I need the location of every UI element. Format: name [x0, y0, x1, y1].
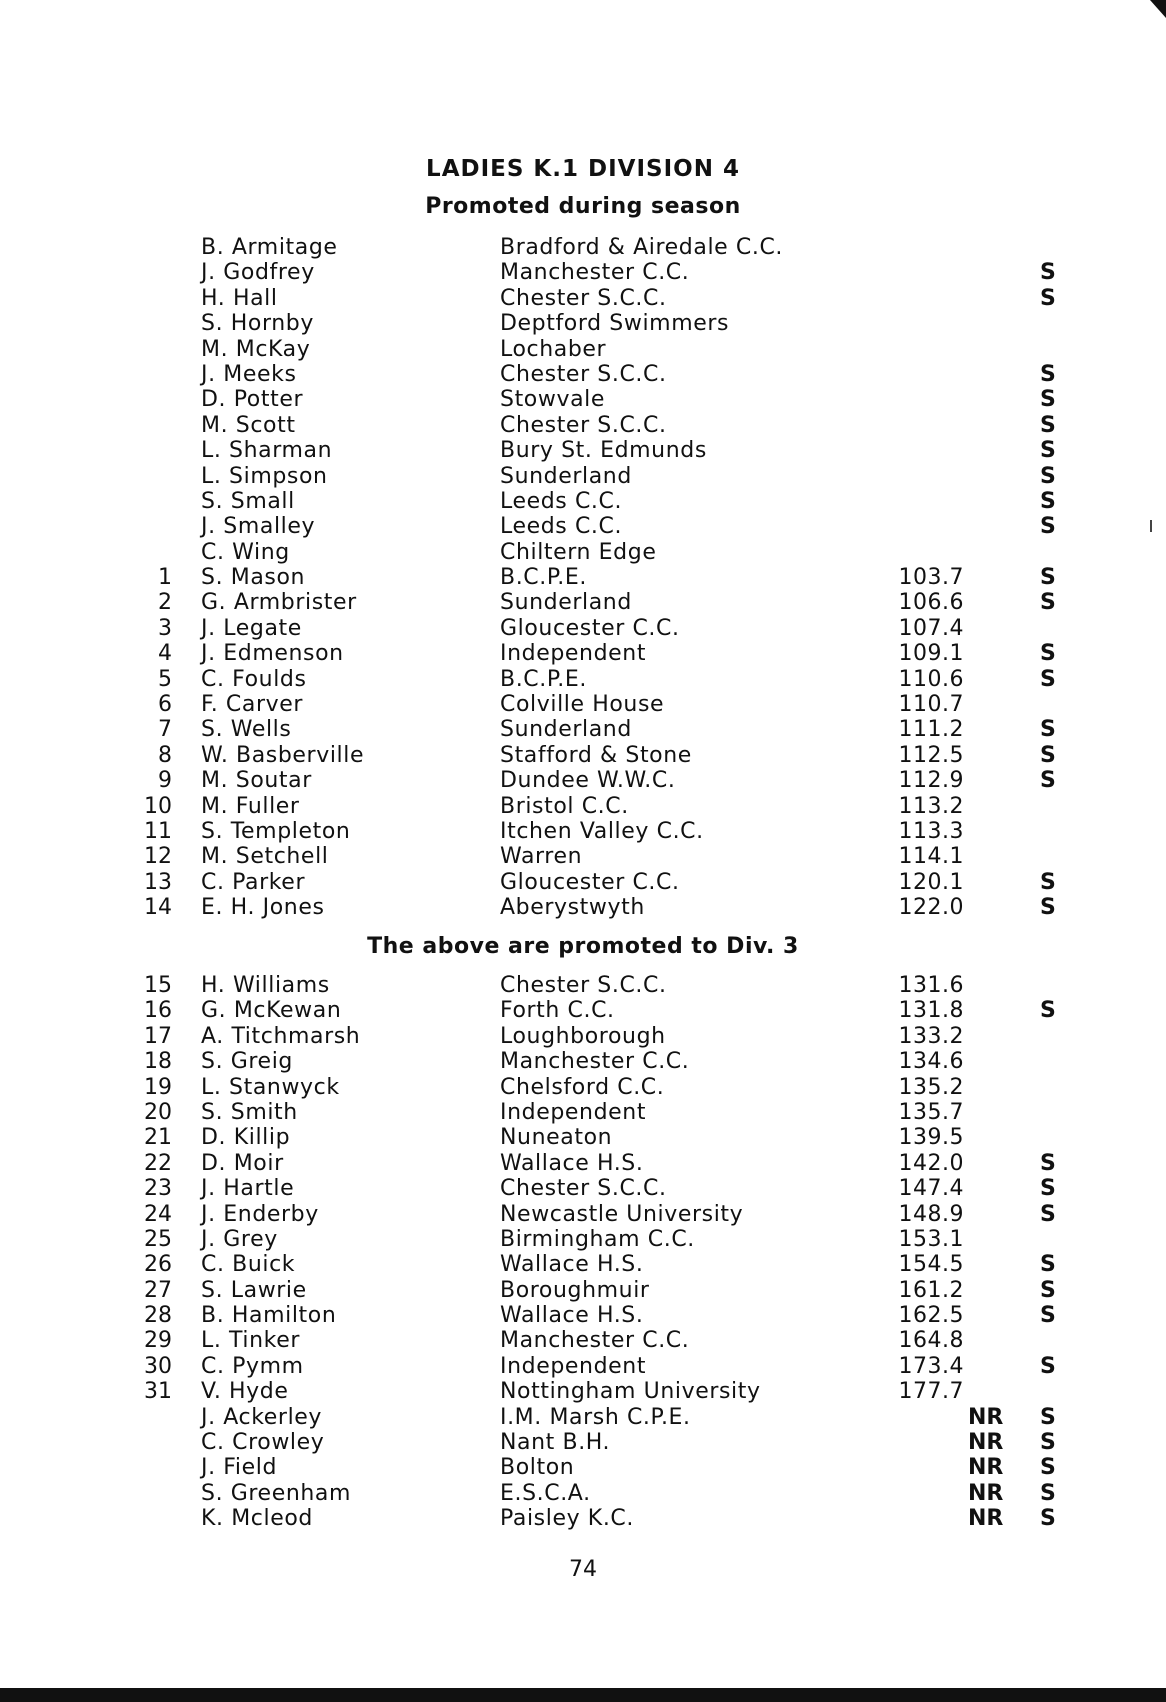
result-name: J. Enderby: [201, 1201, 319, 1227]
result-s-mark: S: [1040, 565, 1056, 591]
result-club: E.S.C.A.: [500, 1480, 591, 1506]
result-time: 103.7: [898, 565, 964, 591]
result-time: 148.9: [898, 1201, 964, 1227]
result-row: [0, 1075, 1166, 1100]
result-s-mark: S: [1040, 742, 1056, 768]
result-name: F. Carver: [201, 692, 303, 718]
result-row: [0, 870, 1166, 895]
result-name: E. H. Jones: [201, 895, 325, 921]
result-row: [0, 844, 1166, 869]
result-row: [0, 1100, 1166, 1125]
result-time: 177.7: [898, 1379, 964, 1405]
result-name: L. Tinker: [201, 1328, 300, 1354]
result-club: Chester S.C.C.: [500, 412, 667, 438]
result-row: [0, 794, 1166, 819]
result-club: Dundee W.W.C.: [500, 768, 676, 794]
promoted-results-list: [0, 235, 1166, 921]
result-name: M. Fuller: [201, 793, 300, 819]
result-s-mark: S: [1040, 438, 1056, 464]
result-time: 109.1: [898, 641, 964, 667]
page-number: 74: [569, 1557, 597, 1582]
result-club: B.C.P.E.: [500, 666, 587, 692]
result-s-mark: S: [1040, 895, 1056, 921]
result-club: Nant B.H.: [500, 1430, 611, 1456]
result-time: 110.7: [898, 692, 964, 718]
result-name: M. Soutar: [201, 768, 312, 794]
page-title: LADIES K.1 DIVISION 4: [426, 156, 740, 182]
result-name: S. Small: [201, 488, 295, 514]
result-rank: 31: [144, 1379, 172, 1405]
result-name: J. Smalley: [201, 514, 316, 540]
result-name: J. Legate: [201, 615, 302, 641]
result-club: Sunderland: [500, 463, 632, 489]
result-name: G. McKewan: [201, 998, 342, 1024]
result-s-mark: S: [1040, 387, 1056, 413]
result-club: Manchester C.C.: [500, 1049, 690, 1075]
result-row: [0, 743, 1166, 768]
result-club: Bury St. Edmunds: [500, 438, 707, 464]
result-club: Stowvale: [500, 387, 605, 413]
result-name: H. Hall: [201, 285, 278, 311]
result-time: 153.1: [898, 1226, 964, 1252]
result-name: J. Ackerley: [201, 1404, 323, 1430]
result-rank: 6: [158, 692, 172, 718]
result-name: L. Simpson: [201, 463, 328, 489]
corner-mark: [1150, 0, 1166, 18]
result-time: 147.4: [898, 1176, 964, 1202]
result-row: [0, 362, 1166, 387]
result-rank: 20: [144, 1099, 172, 1125]
result-club: Lochaber: [500, 336, 607, 362]
result-row: [0, 1227, 1166, 1252]
result-name: G. Armbrister: [201, 590, 357, 616]
result-name: A. Titchmarsh: [201, 1023, 361, 1049]
result-time: 164.8: [898, 1328, 964, 1354]
result-s-mark: S: [1040, 1277, 1056, 1303]
result-row: [0, 235, 1166, 260]
result-s-mark: S: [1040, 998, 1056, 1024]
result-row: [0, 1125, 1166, 1150]
result-row: [0, 1379, 1166, 1404]
result-s-mark: S: [1040, 641, 1056, 667]
result-rank: 12: [144, 844, 172, 870]
result-nr-mark: NR: [968, 1480, 1004, 1506]
result-club: Sunderland: [500, 590, 632, 616]
result-name: V. Hyde: [201, 1379, 289, 1405]
result-name: D. Potter: [201, 387, 304, 413]
result-time: 110.6: [898, 666, 964, 692]
result-name: K. Mcleod: [201, 1506, 313, 1532]
result-club: Bradford & Airedale C.C.: [500, 235, 784, 260]
result-s-mark: S: [1040, 1430, 1056, 1456]
result-row: [0, 1455, 1166, 1480]
result-club: Wallace H.S.: [500, 1150, 644, 1176]
result-row: [0, 540, 1166, 565]
result-name: J. Field: [201, 1455, 278, 1481]
result-row: [0, 489, 1166, 514]
result-s-mark: S: [1040, 260, 1056, 286]
result-time: 111.2: [898, 717, 964, 743]
scan-bottom-edge: [0, 1688, 1166, 1702]
result-name: D. Killip: [201, 1125, 291, 1151]
result-s-mark: S: [1040, 514, 1056, 540]
result-club: Warren: [500, 844, 583, 870]
result-row: [0, 464, 1166, 489]
result-nr-mark: NR: [968, 1404, 1004, 1430]
result-club: Leeds C.C.: [500, 514, 623, 540]
result-time: 122.0: [898, 895, 964, 921]
result-s-mark: S: [1040, 1480, 1056, 1506]
result-nr-mark: NR: [968, 1455, 1004, 1481]
result-time: 112.9: [898, 768, 964, 794]
result-name: J. Grey: [201, 1226, 278, 1252]
result-row: [0, 438, 1166, 463]
result-row: [0, 260, 1166, 285]
result-row: [0, 1481, 1166, 1506]
result-club: Deptford Swimmers: [500, 311, 730, 337]
result-rank: 10: [144, 793, 172, 819]
result-name: S. Hornby: [201, 311, 314, 337]
result-name: B. Hamilton: [201, 1303, 337, 1329]
result-club: Manchester C.C.: [500, 260, 690, 286]
result-club: Independent: [500, 641, 647, 667]
result-row: [0, 590, 1166, 615]
result-name: J. Hartle: [201, 1176, 295, 1202]
result-row: [0, 1405, 1166, 1430]
result-s-mark: S: [1040, 768, 1056, 794]
result-rank: 1: [158, 565, 172, 591]
result-name: S. Greenham: [201, 1480, 352, 1506]
result-row: [0, 895, 1166, 920]
result-row: [0, 514, 1166, 539]
result-club: Chester S.C.C.: [500, 1176, 667, 1202]
result-name: B. Armitage: [201, 235, 338, 260]
result-time: 142.0: [898, 1150, 964, 1176]
result-name: L. Stanwyck: [201, 1074, 340, 1100]
result-club: Loughborough: [500, 1023, 666, 1049]
result-row: [0, 311, 1166, 336]
result-time: 113.3: [898, 818, 964, 844]
result-club: Gloucester C.C.: [500, 615, 680, 641]
result-time: 107.4: [898, 615, 964, 641]
result-club: Bristol C.C.: [500, 793, 629, 819]
result-club: Newcastle University: [500, 1201, 744, 1227]
result-club: Wallace H.S.: [500, 1252, 644, 1278]
result-name: S. Wells: [201, 717, 292, 743]
result-rank: 8: [158, 742, 172, 768]
result-name: C. Parker: [201, 869, 306, 895]
result-time: 135.2: [898, 1074, 964, 1100]
result-s-mark: S: [1040, 1201, 1056, 1227]
result-s-mark: S: [1040, 1404, 1056, 1430]
result-row: [0, 616, 1166, 641]
result-rank: 29: [144, 1328, 172, 1354]
result-row: [0, 1176, 1166, 1201]
result-row: [0, 1430, 1166, 1455]
result-row: [0, 667, 1166, 692]
page-subtitle: Promoted during season: [425, 194, 741, 219]
result-rank: 28: [144, 1303, 172, 1329]
result-name: J. Edmenson: [201, 641, 344, 667]
result-name: M. Setchell: [201, 844, 329, 870]
result-rank: 23: [144, 1176, 172, 1202]
result-s-mark: S: [1040, 488, 1056, 514]
result-row: [0, 1278, 1166, 1303]
section-note: The above are promoted to Div. 3: [367, 934, 799, 959]
remaining-results-list: [0, 973, 1166, 1532]
result-club: Independent: [500, 1099, 647, 1125]
result-name: C. Foulds: [201, 666, 307, 692]
result-time: 162.5: [898, 1303, 964, 1329]
result-club: Sunderland: [500, 717, 632, 743]
result-time: 131.6: [898, 973, 964, 998]
result-club: Colville House: [500, 692, 665, 718]
result-time: 135.7: [898, 1099, 964, 1125]
result-name: S. Mason: [201, 565, 306, 591]
result-time: 139.5: [898, 1125, 964, 1151]
result-name: L. Sharman: [201, 438, 333, 464]
result-s-mark: S: [1040, 412, 1056, 438]
result-name: C. Pymm: [201, 1353, 304, 1379]
result-club: Chester S.C.C.: [500, 361, 667, 387]
result-time: 106.6: [898, 590, 964, 616]
result-name: S. Smith: [201, 1099, 298, 1125]
result-club: Independent: [500, 1353, 647, 1379]
result-rank: 9: [158, 768, 172, 794]
result-row: [0, 413, 1166, 438]
result-rank: 15: [144, 973, 172, 998]
result-rank: 21: [144, 1125, 172, 1151]
result-row: [0, 387, 1166, 412]
result-time: 112.5: [898, 742, 964, 768]
result-row: [0, 692, 1166, 717]
result-rank: 25: [144, 1226, 172, 1252]
result-time: 133.2: [898, 1023, 964, 1049]
result-club: Birmingham C.C.: [500, 1226, 695, 1252]
result-name: C. Crowley: [201, 1430, 325, 1456]
result-s-mark: S: [1040, 463, 1056, 489]
result-row: [0, 565, 1166, 590]
result-rank: 13: [144, 869, 172, 895]
result-name: H. Williams: [201, 973, 330, 998]
result-club: Nuneaton: [500, 1125, 613, 1151]
result-club: Bolton: [500, 1455, 575, 1481]
result-rank: 17: [144, 1023, 172, 1049]
result-club: Gloucester C.C.: [500, 869, 680, 895]
result-rank: 4: [158, 641, 172, 667]
result-name: M. McKay: [201, 336, 311, 362]
result-rank: 26: [144, 1252, 172, 1278]
result-s-mark: S: [1040, 285, 1056, 311]
result-rank: 22: [144, 1150, 172, 1176]
result-rank: 5: [158, 666, 172, 692]
result-row: [0, 1252, 1166, 1277]
result-club: Manchester C.C.: [500, 1328, 690, 1354]
result-s-mark: S: [1040, 1252, 1056, 1278]
result-name: S. Templeton: [201, 818, 351, 844]
result-club: I.M. Marsh C.P.E.: [500, 1404, 691, 1430]
result-time: 120.1: [898, 869, 964, 895]
result-club: Stafford & Stone: [500, 742, 692, 768]
result-time: 161.2: [898, 1277, 964, 1303]
result-club: Aberystwyth: [500, 895, 645, 921]
result-s-mark: S: [1040, 869, 1056, 895]
result-rank: 27: [144, 1277, 172, 1303]
result-s-mark: S: [1040, 590, 1056, 616]
result-rank: 24: [144, 1201, 172, 1227]
result-row: [0, 1049, 1166, 1074]
result-time: 173.4: [898, 1353, 964, 1379]
result-nr-mark: NR: [968, 1506, 1004, 1532]
result-time: 113.2: [898, 793, 964, 819]
result-row: [0, 1303, 1166, 1328]
result-name: W. Basberville: [201, 742, 365, 768]
result-rank: 14: [144, 895, 172, 921]
result-club: Itchen Valley C.C.: [500, 818, 704, 844]
result-row: [0, 768, 1166, 793]
result-nr-mark: NR: [968, 1430, 1004, 1456]
result-time: 154.5: [898, 1252, 964, 1278]
result-row: [0, 1024, 1166, 1049]
result-time: 134.6: [898, 1049, 964, 1075]
result-name: S. Lawrie: [201, 1277, 307, 1303]
result-rank: 2: [158, 590, 172, 616]
result-name: C. Wing: [201, 539, 290, 565]
result-time: 114.1: [898, 844, 964, 870]
result-club: Leeds C.C.: [500, 488, 623, 514]
result-row: [0, 819, 1166, 844]
result-time: 131.8: [898, 998, 964, 1024]
result-name: J. Meeks: [201, 361, 297, 387]
result-s-mark: S: [1040, 1303, 1056, 1329]
result-club: Chester S.C.C.: [500, 285, 667, 311]
result-row: [0, 1202, 1166, 1227]
result-club: B.C.P.E.: [500, 565, 587, 591]
result-row: [0, 973, 1166, 998]
result-s-mark: S: [1040, 1455, 1056, 1481]
result-club: Chiltern Edge: [500, 539, 657, 565]
result-row: [0, 641, 1166, 666]
result-rank: 11: [144, 818, 172, 844]
result-row: [0, 1354, 1166, 1379]
result-club: Chelsford C.C.: [500, 1074, 665, 1100]
result-s-mark: S: [1040, 1176, 1056, 1202]
result-s-mark: S: [1040, 1506, 1056, 1532]
result-name: D. Moir: [201, 1150, 284, 1176]
result-name: M. Scott: [201, 412, 296, 438]
result-rank: 30: [144, 1353, 172, 1379]
result-club: Boroughmuir: [500, 1277, 650, 1303]
result-rank: 3: [158, 615, 172, 641]
result-name: J. Godfrey: [201, 260, 315, 286]
result-rank: 7: [158, 717, 172, 743]
result-s-mark: S: [1040, 361, 1056, 387]
result-s-mark: S: [1040, 1150, 1056, 1176]
result-row: [0, 1151, 1166, 1176]
result-name: S. Greig: [201, 1049, 293, 1075]
result-s-mark: S: [1040, 666, 1056, 692]
result-row: [0, 1328, 1166, 1353]
result-row: [0, 717, 1166, 742]
result-row: [0, 286, 1166, 311]
result-club: Wallace H.S.: [500, 1303, 644, 1329]
result-name: C. Buick: [201, 1252, 296, 1278]
result-club: Forth C.C.: [500, 998, 615, 1024]
result-rank: 18: [144, 1049, 172, 1075]
result-club: Nottingham University: [500, 1379, 761, 1405]
result-s-mark: S: [1040, 1353, 1056, 1379]
result-row: [0, 998, 1166, 1023]
result-row: [0, 337, 1166, 362]
result-club: Paisley K.C.: [500, 1506, 634, 1532]
result-club: Chester S.C.C.: [500, 973, 667, 998]
result-rank: 16: [144, 998, 172, 1024]
result-s-mark: S: [1040, 717, 1056, 743]
result-row: [0, 1506, 1166, 1531]
result-rank: 19: [144, 1074, 172, 1100]
